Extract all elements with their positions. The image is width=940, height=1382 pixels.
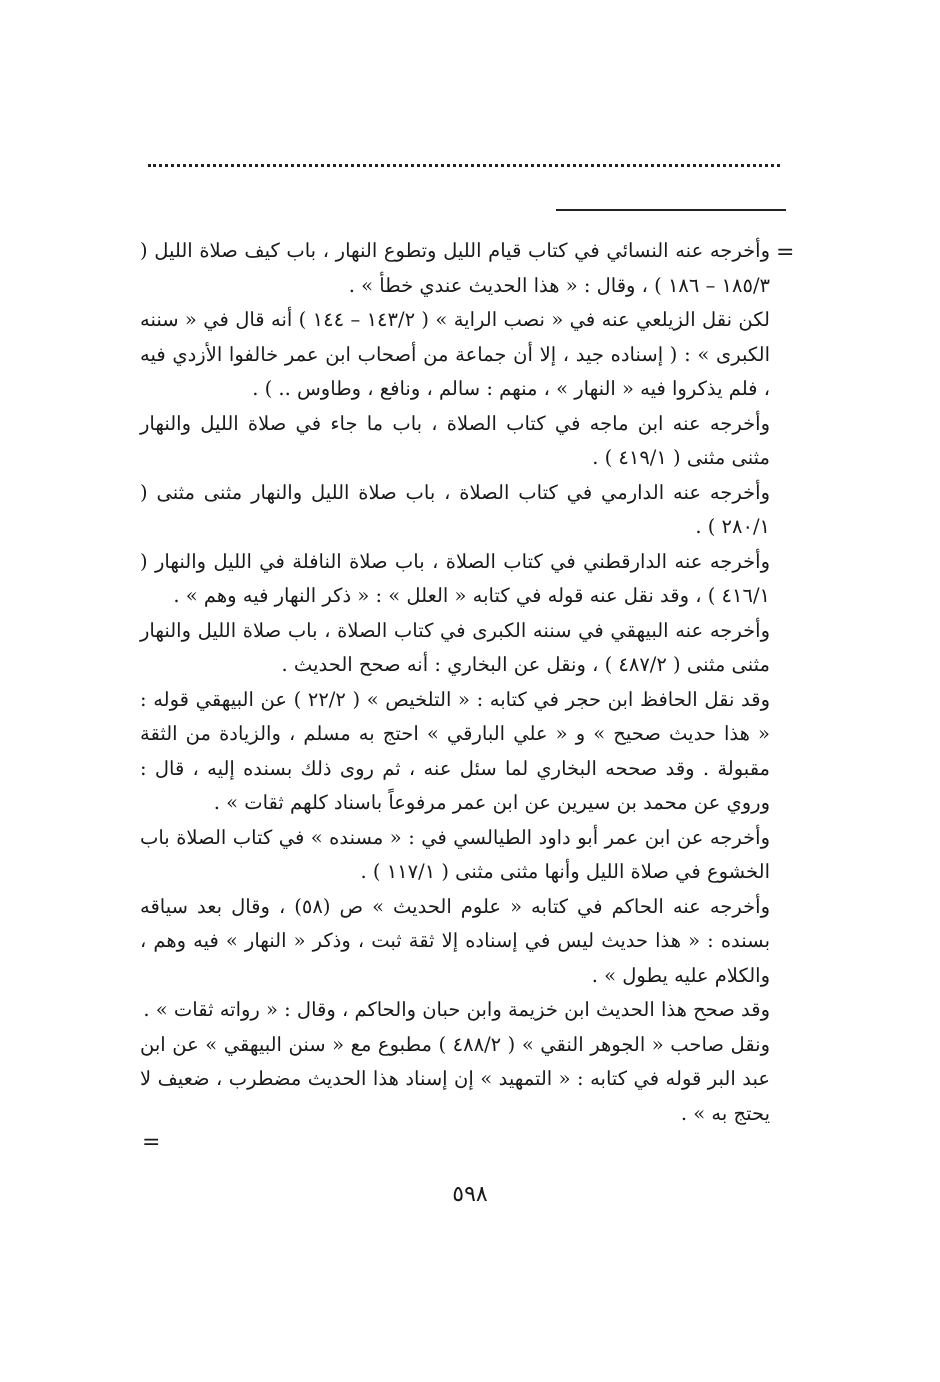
page-number: ٥٩٨	[452, 1182, 488, 1207]
paragraph-hakim: وأخرجه عنه الحاكم في كتابه « علوم الحديث » ص (٥٨) ، وقال بعد سياقه بسنده : « هذا حديث ليس في إسناده إلا ثقة ثبت ، وذكر « النهار » فيه وهم ، والكلام عليه يطول » .	[140, 894, 770, 987]
footnote-text-block	[140, 234, 770, 1131]
footnote-separator-rule	[556, 209, 786, 211]
paragraph-ibn-hajar: وقد نقل الحافظ ابن حجر في كتابه : « التلخيص » ( ٢٢/٢ ) عن البيهقي قوله : « هذا حديث صحيح » و « علي البارقي » احتج به مسلم ، والزيادة من الثقة مقبولة . وقد صححه البخاري لما سئل عنه ، ثم روى ذلك بسنده إليه ، قال : وروي عن محمد بن سيرين عن ابن عمر مرفوعاً باسناد كلهم ثقات » .	[140, 687, 770, 814]
continuation-mark: =	[776, 240, 795, 265]
paragraph-jawhar-naqi: ونقل صاحب « الجوهر النقي » ( ٤٨٨/٢ ) مطبوع مع « سنن البيهقي » عن ابن عبد البر قوله في كتابه : « التمهيد » إن إسناد هذا الحديث مضطرب ، ضعيف لا يحتج به » .	[140, 1032, 770, 1125]
end-mark: =	[142, 1130, 161, 1155]
paragraph-nasai: وأخرجه عنه النسائي في كتاب قيام الليل وتطوع النهار ، باب كيف صلاة الليل ( ١٨٥/٣ – ١٨٦ ) ، وقال : « هذا الحديث عندي خطأ » .	[140, 239, 770, 297]
paragraph-ibn-majah: وأخرجه عنه ابن ماجه في كتاب الصلاة ، باب ما جاء في صلاة الليل والنهار مثنى مثنى ( ٤١٩/١ ) .	[140, 411, 770, 469]
paragraph-daraqutni: وأخرجه عنه الدارقطني في كتاب الصلاة ، باب صلاة النافلة في الليل والنهار ( ٤١٦/١ ) ، وقد نقل عنه قوله في كتابه « العلل » : « ذكر النهار فيه وهم » .	[140, 549, 770, 607]
paragraph-zaylai: لكن نقل الزيلعي عنه في « نصب الراية » ( ١٤٣/٢ – ١٤٤ ) أنه قال في « سننه الكبرى » : ( إسناده جيد ، إلا أن جماعة من أصحاب ابن عمر خالفوا الأزدي فيه ، فلم يذكروا فيه « النهار » ، منهم : سالم ، ونافع ، وطاوس .. ) .	[140, 308, 770, 400]
paragraph-tayalisi: وأخرجه عن ابن عمر أبو داود الطيالسي في : « مسنده » في كتاب الصلاة باب الخشوع في صلاة الليل وأنها مثنى مثنى ( ١١٧/١ ) .	[140, 825, 770, 883]
header-dotted-rule	[148, 164, 780, 167]
paragraph-darimi: وأخرجه عنه الدارمي في كتاب الصلاة ، باب صلاة الليل والنهار مثنى مثنى ( ٢٨٠/١ ) .	[140, 480, 770, 538]
paragraph-bayhaqi: وأخرجه عنه البيهقي في سننه الكبرى في كتاب الصلاة ، باب صلاة الليل والنهار مثنى مثنى ( ٤٨٧/٢ ) ، ونقل عن البخاري : أنه صحح الحديث .	[140, 618, 770, 676]
paragraph-ibn-khuzaymah: وقد صحح هذا الحديث ابن خزيمة وابن حبان والحاكم ، وقال : « رواته ثقات » .	[143, 998, 770, 1021]
